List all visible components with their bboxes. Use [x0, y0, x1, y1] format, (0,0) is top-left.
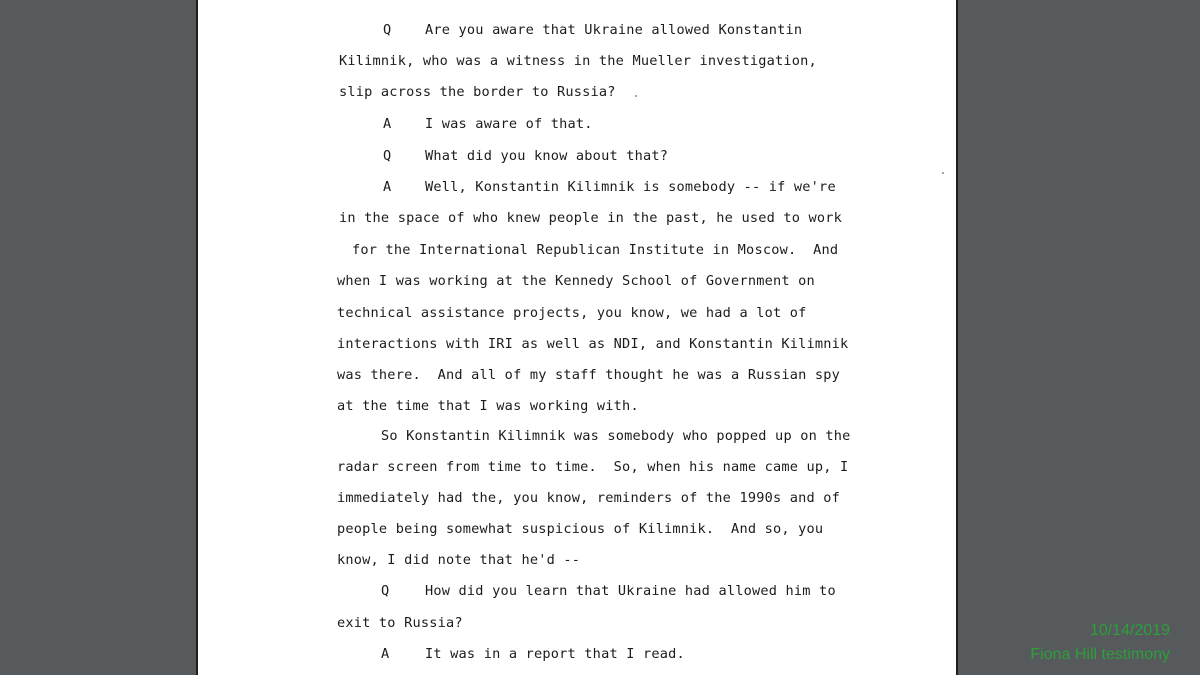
speaker-label: A [381, 646, 390, 662]
transcript-line: for the International Republican Institute in Moscow. And [352, 242, 839, 258]
transcript-line: How did you learn that Ukraine had allowed him to [425, 583, 836, 599]
transcript-line: at the time that I was working with. [337, 398, 639, 414]
transcript-page [196, 0, 958, 675]
transcript-line: immediately had the, you know, reminders of the 1990s and of [337, 490, 841, 506]
transcript-line: know, I did note that he'd -- [337, 552, 581, 568]
transcript-line: radar screen from time to time. So, when his name came up, I [337, 459, 849, 475]
transcript-line: slip across the border to Russia? [339, 84, 616, 100]
caption-title: Fiona Hill testimony [1030, 646, 1170, 663]
speaker-label: Q [381, 583, 390, 599]
transcript-line: interactions with IRI as well as NDI, and Konstantin Kilimnik [337, 336, 849, 352]
transcript-line: when I was working at the Kennedy School of Government on [337, 273, 815, 289]
transcript-line: Are you aware that Ukraine allowed Konstantin [425, 22, 803, 38]
transcript-line: technical assistance projects, you know, we had a lot of [337, 305, 807, 321]
transcript-line: in the space of who knew people in the past, he used to work [339, 210, 843, 226]
transcript-line: I was aware of that. [425, 116, 593, 132]
transcript-line: exit to Russia? [337, 615, 463, 631]
speaker-label: Q [383, 22, 392, 38]
speaker-label: A [383, 179, 392, 195]
transcript-line: It was in a report that I read. [425, 646, 685, 662]
caption-date: 10/14/2019 [1089, 622, 1170, 639]
transcript-line: Kilimnik, who was a witness in the Mueller investigation, [339, 53, 817, 69]
transcript-line: What did you know about that? [425, 148, 669, 164]
scan-speck [635, 95, 637, 97]
transcript-line: Well, Konstantin Kilimnik is somebody -- if we're [425, 179, 836, 195]
speaker-label: Q [383, 148, 392, 164]
scan-speck [942, 172, 944, 174]
transcript-line: was there. And all of my staff thought he was a Russian spy [337, 367, 841, 383]
transcript-line: So Konstantin Kilimnik was somebody who popped up on the [381, 428, 851, 444]
speaker-label: A [383, 116, 392, 132]
transcript-line: people being somewhat suspicious of Kilimnik. And so, you [337, 521, 824, 537]
